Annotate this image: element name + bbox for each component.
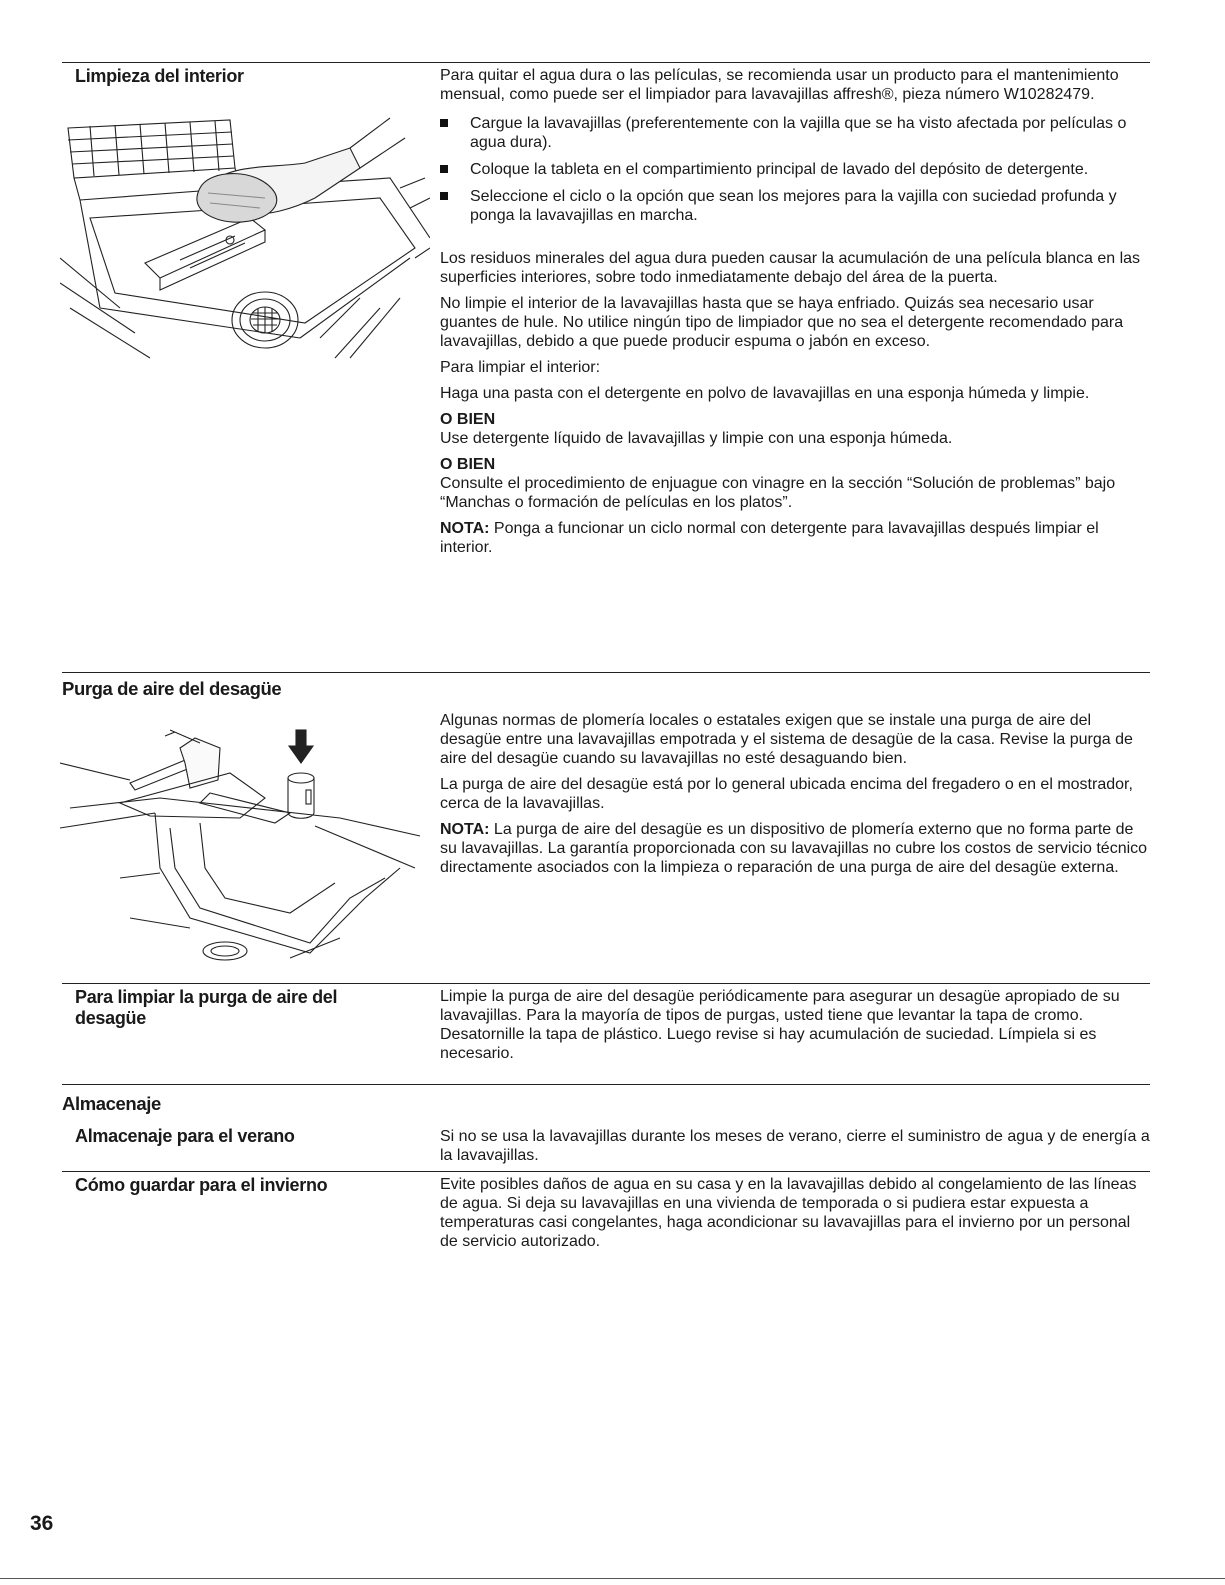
airgap-paragraph-2: La purga de aire del desagüe está por lo general ubicada encima del fregadero o en el mostrador, cerca de la lavavajillas. bbox=[440, 776, 1133, 812]
cleaning-intro: Para quitar el agua dura o las películas, se recomienda usar un producto para el mantenimiento mensual, como puede ser el limpiador para lavavajillas affresh®, pieza número W10282479. bbox=[440, 67, 1119, 103]
hand-sponge-icon bbox=[197, 118, 405, 222]
winter-paragraph: Evite posibles daños de agua en su casa y en la lavavajillas debido al congelamiento de las líneas de agua. Si deja su lavavajillas en una vivienda de temporada o si pudiera estar expuesta a temperaturas casi congelantes, haga acondicionar su lavavajillas para el invierno por un personal de servicio autorizado. bbox=[440, 1176, 1137, 1250]
heading-purga-aire: Purga de aire del desagüe bbox=[62, 678, 282, 699]
air-gap-icon bbox=[288, 773, 314, 818]
note-label: NOTA: bbox=[440, 520, 490, 537]
cleaning-note: NOTA: Ponga a funcionar un ciclo normal con detergente para lavavajillas después limpiar el interior. bbox=[440, 520, 1099, 556]
bullet-square-icon bbox=[440, 165, 448, 173]
airgap-note: NOTA: La purga de aire del desagüe es un dispositivo de plomería externo que no forma parte de su lavavajillas. La garantía proporcionada con su lavavajillas no cubre los costos de servicio técnico directamente asociados con la limpieza o reparación de una purga de aire del desagüe externa. bbox=[440, 821, 1148, 876]
section-rule-storage bbox=[62, 1084, 1150, 1085]
faucet-icon bbox=[120, 730, 290, 823]
cleaning-paragraph-1: Los residuos minerales del agua dura pueden causar la acumulación de una película blanca en las superficies interiores, sobre todo inmediatamente debajo del área de la puerta. bbox=[440, 250, 1141, 286]
heading-limpieza-interior: Limpieza del interior bbox=[75, 66, 244, 86]
summer-paragraph: Si no se usa la lavavajillas durante los meses de verano, cierre el suministro de agua y de energía a la lavavajillas. bbox=[440, 1128, 1150, 1164]
dishwasher-interior-illustration bbox=[60, 108, 430, 363]
heading-limpiar-purga-line1: Para limpiar la purga de aire del bbox=[75, 987, 338, 1007]
cleaning-paragraph-5: Use detergente líquido de lavavajillas y limpie con una esponja húmeda. bbox=[440, 430, 953, 447]
cleaning-paragraph-3: Para limpiar el interior: bbox=[440, 359, 601, 376]
cleaning-text-column bbox=[440, 66, 1150, 564]
note-label: NOTA: bbox=[440, 821, 490, 838]
heading-limpiar-purga bbox=[75, 987, 337, 1029]
sink-basin-icon bbox=[120, 813, 400, 960]
cleaning-paragraph-6: Consulte el procedimiento de enjuague con vinagre en la sección “Solución de problemas” bajo “Manchas o formación de películas en los platos”. bbox=[440, 475, 1116, 511]
or-label-2: O BIEN bbox=[440, 456, 496, 473]
clean-airgap-paragraph: Limpie la purga de aire del desagüe periódicamente para asegurar un desagüe apropiado de su lavavajillas. Para la mayoría de tipos de purgas, usted tiene que levantar la tapa de cromo. Desatornille la tapa de plástico. Luego revise si hay acumulación de suciedad. Límpiela si es necesario. bbox=[440, 988, 1120, 1062]
winter-text-column bbox=[440, 1175, 1150, 1258]
list-item: Coloque la tableta en el compartimiento principal de lavado del depósito de detergente. bbox=[440, 160, 1150, 179]
section-rule-winter bbox=[62, 1171, 1150, 1172]
section-rule-airgap bbox=[62, 672, 1150, 673]
heading-almacenaje: Almacenaje bbox=[62, 1093, 161, 1114]
airgap-text-column bbox=[440, 711, 1150, 884]
section-rule-cleaning bbox=[62, 62, 1150, 63]
heading-almacenaje-verano: Almacenaje para el verano bbox=[75, 1126, 295, 1146]
summer-text-column bbox=[440, 1127, 1150, 1172]
airgap-paragraph-1: Algunas normas de plomería locales o estatales exigen que se instale una purga de aire del desagüe entre una lavavajillas empotrada y el sistema de desagüe de la casa. Revise la purga de aire del desagüe cuando su lavavajillas no esté desaguando bien. bbox=[440, 712, 1133, 767]
cleaning-steps-list bbox=[440, 114, 1150, 225]
bullet-square-icon bbox=[440, 192, 448, 200]
list-item: Cargue la lavavajillas (preferentemente con la vajilla que se ha visto afectada por películas o agua dura). bbox=[440, 114, 1150, 152]
list-item: Seleccione el ciclo o la opción que sean los mejores para la vajilla con suciedad profunda y ponga la lavavajillas en marcha. bbox=[440, 187, 1150, 225]
sink-airgap-illustration bbox=[60, 718, 430, 973]
down-arrow-icon bbox=[289, 730, 313, 763]
or-label-1: O BIEN bbox=[440, 411, 496, 428]
heading-limpiar-purga-line2: desagüe bbox=[75, 1008, 146, 1028]
cleaning-paragraph-4: Haga una pasta con el detergente en polvo de lavavajillas en una esponja húmeda y limpie. bbox=[440, 385, 1090, 402]
section-rule-clean-airgap bbox=[62, 983, 1150, 984]
bullet-square-icon bbox=[440, 119, 448, 127]
cleaning-paragraph-2: No limpie el interior de la lavavajillas hasta que se haya enfriado. Quizás sea necesario usar guantes de hule. No utilice ningún tipo de limpiador que no sea el detergente recomendado para lavavajillas, debido a que puede producir espuma o jabón en exceso. bbox=[440, 295, 1124, 350]
detergent-dispenser-icon bbox=[145, 218, 265, 290]
page-number: 36 bbox=[30, 1512, 54, 1535]
page-bottom-rule bbox=[0, 1578, 1225, 1579]
heading-guardar-invierno: Cómo guardar para el invierno bbox=[75, 1175, 328, 1195]
clean-airgap-text-column bbox=[440, 987, 1150, 1070]
